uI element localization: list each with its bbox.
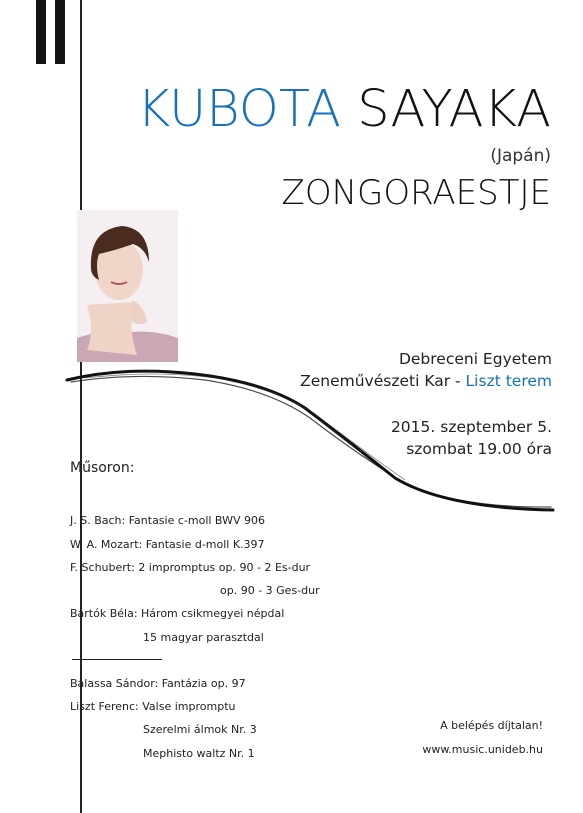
program-item: J. S. Bach: Fantasie c-moll BWV 906 <box>70 514 265 527</box>
performer-first-name: KUBOTA <box>136 80 342 139</box>
website-link[interactable]: www.music.unideb.hu <box>422 743 543 756</box>
venue-university: Debreceni Egyetem <box>398 350 552 368</box>
performer-origin: (Japán) <box>490 146 551 166</box>
venue-faculty-text: Zeneművészeti Kar - <box>300 372 466 390</box>
program-item: op. 90 - 3 Ges-dur <box>220 584 320 597</box>
performer-name <box>136 80 551 139</box>
program-item: Liszt Ferenc: Valse impromptu <box>70 700 236 713</box>
event-time: szombat 19.00 óra <box>406 440 552 458</box>
program-item: Szerelmi álmok Nr. 3 <box>143 723 257 736</box>
event-date: 2015. szeptember 5. <box>390 418 552 436</box>
decor-bar-right <box>55 0 65 64</box>
program-heading: Műsoron: <box>70 460 135 476</box>
performer-last-name: SAYAKA <box>357 80 551 139</box>
event-subtitle: ZONGORAESTJE <box>281 173 551 213</box>
brush-stroke-decoration <box>65 368 555 518</box>
intermission-divider <box>72 659 162 660</box>
performer-portrait <box>77 210 178 362</box>
program-item: W. A. Mozart: Fantasie d-moll K.397 <box>70 538 265 551</box>
decor-bar-left <box>36 0 46 64</box>
free-entry-note: A belépés díjtalan! <box>440 719 543 732</box>
program-item: Balassa Sándor: Fantázia op. 97 <box>70 677 246 690</box>
program-item: Mephisto waltz Nr. 1 <box>143 747 255 760</box>
program-item: Bartók Béla: Három csikmegyei népdal <box>70 607 285 620</box>
program-item: F. Schubert: 2 impromptus op. 90 - 2 Es-dur <box>70 561 311 574</box>
portrait-illustration <box>77 210 178 362</box>
venue-hall: Liszt terem <box>465 372 552 390</box>
program-item: 15 magyar parasztdal <box>143 631 264 644</box>
